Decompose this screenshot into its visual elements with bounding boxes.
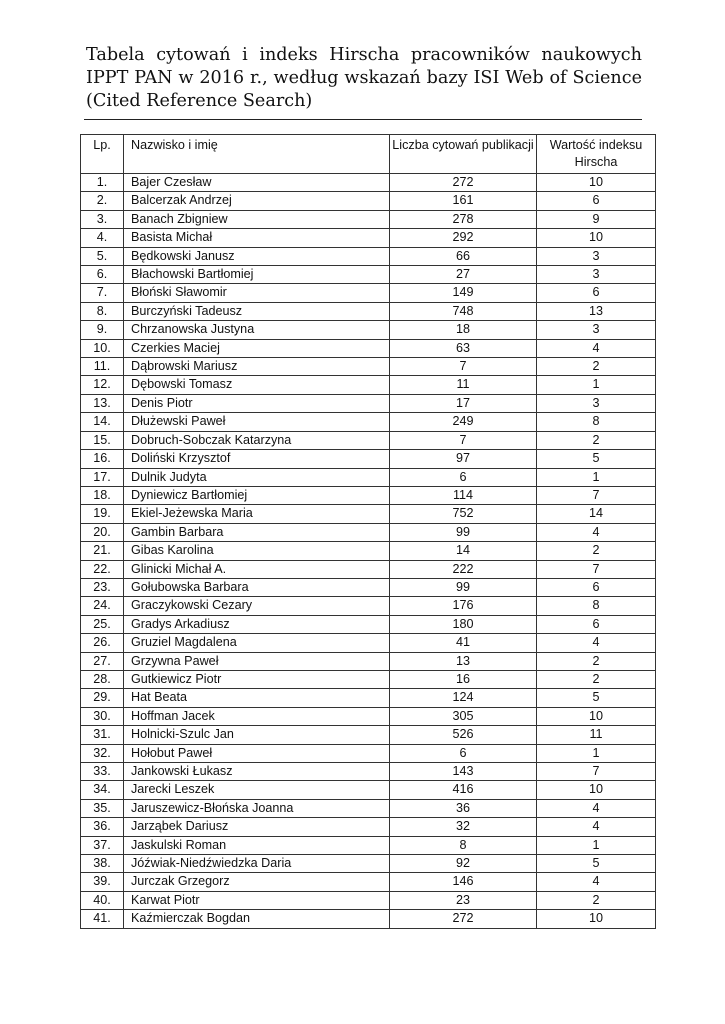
- cell-hindex: 1: [537, 836, 656, 854]
- cell-hindex: 2: [537, 670, 656, 688]
- table-row: [81, 505, 656, 523]
- cell-hindex: 14: [537, 505, 656, 523]
- cell-lp: 24.: [81, 597, 124, 615]
- cell-citations: 114: [390, 486, 537, 504]
- cell-hindex: 10: [537, 910, 656, 928]
- cell-name: Dębowski Tomasz: [124, 376, 390, 394]
- cell-citations: 143: [390, 763, 537, 781]
- cell-citations: 6: [390, 468, 537, 486]
- table-row: [81, 468, 656, 486]
- table-row: [81, 855, 656, 873]
- table-row: [81, 542, 656, 560]
- cell-hindex: 2: [537, 652, 656, 670]
- cell-lp: 14.: [81, 413, 124, 431]
- table-row: [81, 560, 656, 578]
- cell-hindex: 10: [537, 229, 656, 247]
- cell-citations: 272: [390, 174, 537, 192]
- cell-name: Gołubowska Barbara: [124, 578, 390, 596]
- cell-hindex: 2: [537, 431, 656, 449]
- cell-lp: 32.: [81, 744, 124, 762]
- cell-hindex: 5: [537, 450, 656, 468]
- cell-name: Jarecki Leszek: [124, 781, 390, 799]
- cell-name: Dobruch-Sobczak Katarzyna: [124, 431, 390, 449]
- cell-name: Doliński Krzysztof: [124, 450, 390, 468]
- cell-lp: 16.: [81, 450, 124, 468]
- cell-hindex: 6: [537, 615, 656, 633]
- header-name: Nazwisko i imię: [124, 135, 390, 174]
- cell-hindex: 7: [537, 763, 656, 781]
- cell-lp: 20.: [81, 523, 124, 541]
- table-row: [81, 321, 656, 339]
- header-lp: Lp.: [81, 135, 124, 174]
- table-row: [81, 266, 656, 284]
- cell-citations: 278: [390, 210, 537, 228]
- cell-citations: 17: [390, 394, 537, 412]
- header-hindex: Wartość indeksu Hirscha: [537, 135, 656, 174]
- cell-name: Gruziel Magdalena: [124, 634, 390, 652]
- table-row: [81, 634, 656, 652]
- table-row: [81, 358, 656, 376]
- cell-hindex: 8: [537, 413, 656, 431]
- cell-lp: 34.: [81, 781, 124, 799]
- cell-citations: 92: [390, 855, 537, 873]
- cell-hindex: 4: [537, 634, 656, 652]
- cell-lp: 23.: [81, 578, 124, 596]
- cell-lp: 4.: [81, 229, 124, 247]
- table-body: [81, 174, 656, 929]
- cell-name: Będkowski Janusz: [124, 247, 390, 265]
- cell-name: Burczyński Tadeusz: [124, 302, 390, 320]
- cell-name: Basista Michał: [124, 229, 390, 247]
- cell-hindex: 4: [537, 799, 656, 817]
- cell-citations: 272: [390, 910, 537, 928]
- cell-citations: 6: [390, 744, 537, 762]
- title-underline: [84, 119, 642, 120]
- document-title: Tabela cytowań i indeks Hirscha pracowników naukowych IPPT PAN w 2016 r., według wskazań bazy ISI Web of Science (Cited Reference Search): [86, 45, 642, 111]
- table-row: [81, 818, 656, 836]
- cell-name: Denis Piotr: [124, 394, 390, 412]
- cell-hindex: 6: [537, 192, 656, 210]
- cell-citations: 161: [390, 192, 537, 210]
- cell-name: Błoński Sławomir: [124, 284, 390, 302]
- table-row: [81, 302, 656, 320]
- cell-hindex: 3: [537, 321, 656, 339]
- cell-citations: 36: [390, 799, 537, 817]
- cell-lp: 25.: [81, 615, 124, 633]
- cell-lp: 37.: [81, 836, 124, 854]
- cell-citations: 149: [390, 284, 537, 302]
- cell-hindex: 8: [537, 597, 656, 615]
- cell-name: Gradys Arkadiusz: [124, 615, 390, 633]
- cell-lp: 36.: [81, 818, 124, 836]
- cell-citations: 305: [390, 707, 537, 725]
- table-row: [81, 247, 656, 265]
- cell-lp: 6.: [81, 266, 124, 284]
- cell-lp: 33.: [81, 763, 124, 781]
- cell-lp: 40.: [81, 891, 124, 909]
- cell-name: Jaruszewicz-Błońska Joanna: [124, 799, 390, 817]
- table-row: [81, 670, 656, 688]
- cell-lp: 11.: [81, 358, 124, 376]
- cell-hindex: 2: [537, 358, 656, 376]
- table-row: [81, 707, 656, 725]
- table-row: [81, 229, 656, 247]
- cell-lp: 39.: [81, 873, 124, 891]
- cell-lp: 35.: [81, 799, 124, 817]
- cell-hindex: 10: [537, 707, 656, 725]
- table-row: [81, 799, 656, 817]
- cell-name: Graczykowski Cezary: [124, 597, 390, 615]
- cell-lp: 38.: [81, 855, 124, 873]
- table-row: [81, 781, 656, 799]
- table-row: [81, 726, 656, 744]
- cell-name: Bajer Czesław: [124, 174, 390, 192]
- cell-name: Dyniewicz Bartłomiej: [124, 486, 390, 504]
- cell-lp: 12.: [81, 376, 124, 394]
- cell-lp: 26.: [81, 634, 124, 652]
- table-row: [81, 763, 656, 781]
- cell-lp: 28.: [81, 670, 124, 688]
- cell-citations: 292: [390, 229, 537, 247]
- cell-name: Dulnik Judyta: [124, 468, 390, 486]
- cell-lp: 3.: [81, 210, 124, 228]
- cell-name: Jurczak Grzegorz: [124, 873, 390, 891]
- cell-hindex: 1: [537, 468, 656, 486]
- cell-citations: 526: [390, 726, 537, 744]
- cell-citations: 66: [390, 247, 537, 265]
- cell-lp: 21.: [81, 542, 124, 560]
- cell-hindex: 4: [537, 339, 656, 357]
- cell-hindex: 3: [537, 394, 656, 412]
- table-row: [81, 431, 656, 449]
- cell-hindex: 7: [537, 486, 656, 504]
- cell-citations: 7: [390, 431, 537, 449]
- cell-name: Hoffman Jacek: [124, 707, 390, 725]
- cell-lp: 22.: [81, 560, 124, 578]
- cell-name: Dąbrowski Mariusz: [124, 358, 390, 376]
- cell-lp: 13.: [81, 394, 124, 412]
- cell-name: Hołobut Paweł: [124, 744, 390, 762]
- table-row: [81, 394, 656, 412]
- cell-hindex: 11: [537, 726, 656, 744]
- cell-name: Kaźmierczak Bogdan: [124, 910, 390, 928]
- cell-hindex: 10: [537, 781, 656, 799]
- cell-citations: 752: [390, 505, 537, 523]
- table-row: [81, 652, 656, 670]
- cell-citations: 16: [390, 670, 537, 688]
- cell-citations: 180: [390, 615, 537, 633]
- cell-lp: 10.: [81, 339, 124, 357]
- cell-citations: 41: [390, 634, 537, 652]
- cell-hindex: 6: [537, 284, 656, 302]
- table-row: [81, 744, 656, 762]
- cell-lp: 30.: [81, 707, 124, 725]
- cell-hindex: 4: [537, 818, 656, 836]
- cell-citations: 14: [390, 542, 537, 560]
- table-row: [81, 873, 656, 891]
- table-row: [81, 836, 656, 854]
- table-row: [81, 376, 656, 394]
- cell-name: Grzywna Paweł: [124, 652, 390, 670]
- cell-lp: 31.: [81, 726, 124, 744]
- cell-name: Czerkies Maciej: [124, 339, 390, 357]
- cell-citations: 13: [390, 652, 537, 670]
- cell-citations: 99: [390, 523, 537, 541]
- cell-hindex: 6: [537, 578, 656, 596]
- table-row: [81, 174, 656, 192]
- table-row: [81, 910, 656, 928]
- cell-citations: 8: [390, 836, 537, 854]
- cell-hindex: 4: [537, 523, 656, 541]
- table-row: [81, 578, 656, 596]
- cell-hindex: 5: [537, 855, 656, 873]
- cell-citations: 27: [390, 266, 537, 284]
- cell-lp: 19.: [81, 505, 124, 523]
- cell-lp: 1.: [81, 174, 124, 192]
- table-row: [81, 597, 656, 615]
- cell-name: Jankowski Łukasz: [124, 763, 390, 781]
- header-citations: Liczba cytowań publikacji: [390, 135, 537, 174]
- cell-lp: 2.: [81, 192, 124, 210]
- cell-name: Gutkiewicz Piotr: [124, 670, 390, 688]
- cell-name: Balcerzak Andrzej: [124, 192, 390, 210]
- cell-hindex: 13: [537, 302, 656, 320]
- cell-citations: 249: [390, 413, 537, 431]
- table-row: [81, 486, 656, 504]
- cell-lp: 5.: [81, 247, 124, 265]
- cell-lp: 9.: [81, 321, 124, 339]
- cell-name: Hat Beata: [124, 689, 390, 707]
- cell-name: Ekiel-Jeżewska Maria: [124, 505, 390, 523]
- cell-hindex: 10: [537, 174, 656, 192]
- cell-name: Błachowski Bartłomiej: [124, 266, 390, 284]
- cell-lp: 7.: [81, 284, 124, 302]
- cell-citations: 124: [390, 689, 537, 707]
- cell-name: Karwat Piotr: [124, 891, 390, 909]
- cell-hindex: 3: [537, 247, 656, 265]
- table-row: [81, 891, 656, 909]
- cell-lp: 8.: [81, 302, 124, 320]
- cell-lp: 18.: [81, 486, 124, 504]
- cell-name: Chrzanowska Justyna: [124, 321, 390, 339]
- cell-hindex: 2: [537, 891, 656, 909]
- cell-lp: 41.: [81, 910, 124, 928]
- table-row: [81, 450, 656, 468]
- cell-citations: 23: [390, 891, 537, 909]
- cell-citations: 176: [390, 597, 537, 615]
- table-row: [81, 339, 656, 357]
- cell-hindex: 3: [537, 266, 656, 284]
- cell-hindex: 5: [537, 689, 656, 707]
- cell-hindex: 7: [537, 560, 656, 578]
- cell-name: Gambin Barbara: [124, 523, 390, 541]
- cell-name: Jarząbek Dariusz: [124, 818, 390, 836]
- cell-hindex: 9: [537, 210, 656, 228]
- table-header-row: [81, 135, 656, 174]
- hirsch-index-table: [80, 134, 656, 929]
- cell-name: Holnicki-Szulc Jan: [124, 726, 390, 744]
- cell-name: Glinicki Michał A.: [124, 560, 390, 578]
- cell-citations: 32: [390, 818, 537, 836]
- table-row: [81, 689, 656, 707]
- cell-citations: 97: [390, 450, 537, 468]
- cell-citations: 146: [390, 873, 537, 891]
- cell-citations: 7: [390, 358, 537, 376]
- table-row: [81, 284, 656, 302]
- cell-name: Banach Zbigniew: [124, 210, 390, 228]
- cell-citations: 63: [390, 339, 537, 357]
- cell-lp: 29.: [81, 689, 124, 707]
- table-row: [81, 210, 656, 228]
- cell-citations: 18: [390, 321, 537, 339]
- table-row: [81, 615, 656, 633]
- cell-lp: 27.: [81, 652, 124, 670]
- cell-name: Dłużewski Paweł: [124, 413, 390, 431]
- table-row: [81, 192, 656, 210]
- cell-citations: 416: [390, 781, 537, 799]
- cell-hindex: 2: [537, 542, 656, 560]
- cell-lp: 17.: [81, 468, 124, 486]
- cell-hindex: 4: [537, 873, 656, 891]
- cell-hindex: 1: [537, 744, 656, 762]
- table-row: [81, 523, 656, 541]
- cell-citations: 11: [390, 376, 537, 394]
- cell-citations: 222: [390, 560, 537, 578]
- table-row: [81, 413, 656, 431]
- cell-citations: 99: [390, 578, 537, 596]
- cell-hindex: 1: [537, 376, 656, 394]
- cell-lp: 15.: [81, 431, 124, 449]
- cell-name: Jóźwiak-Niedźwiedzka Daria: [124, 855, 390, 873]
- cell-name: Gibas Karolina: [124, 542, 390, 560]
- cell-citations: 748: [390, 302, 537, 320]
- cell-name: Jaskulski Roman: [124, 836, 390, 854]
